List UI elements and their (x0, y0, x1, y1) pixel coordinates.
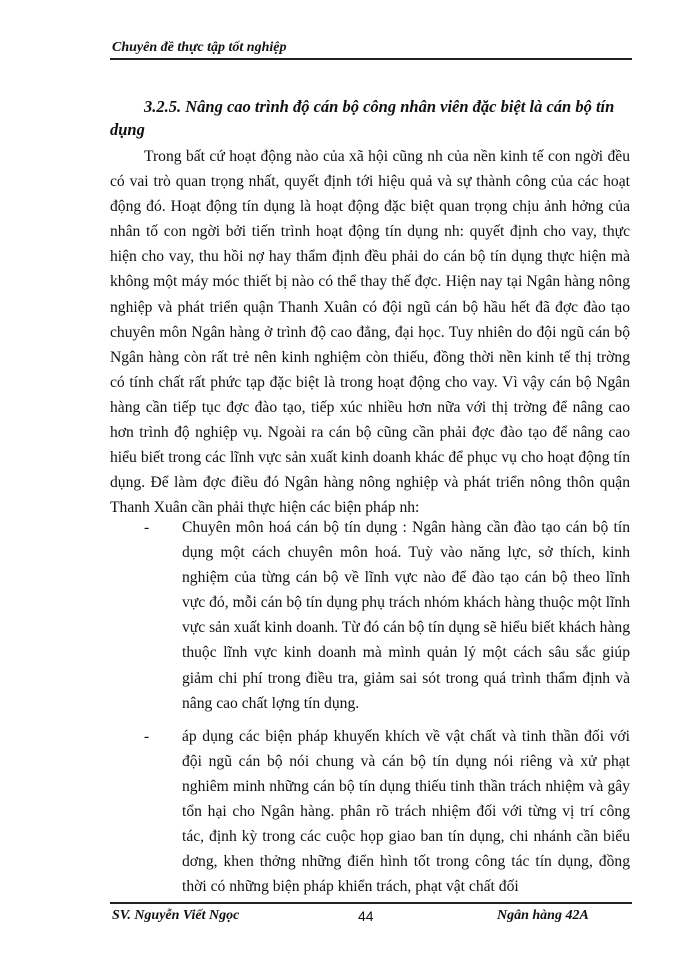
footer-divider (110, 902, 632, 904)
list-item (110, 724, 630, 900)
footer-class: Ngân hàng 42A (497, 908, 589, 923)
list-bullet-dash: - (144, 727, 150, 745)
header-divider (110, 58, 632, 60)
footer-author: SV. Nguyễn Viết Ngọc (112, 908, 240, 923)
page-number: 44 (358, 908, 374, 924)
list-item (110, 515, 630, 716)
body-paragraph: Trong bất cứ hoạt động nào của xã hội cũng nh của nền kinh tế con ngời đều có vai trò quan trọng nhất, quyết định tới hiệu quả và sự thành công của các hoạt động đó. Hoạt động tín dụng là hoạt động đặc biệt quan trọng chịu ảnh hởng của nhân tố con ngời bởi tiến trình hoạt động tín dụng nh: quyết định cho vay, thực hiện cho vay, thu hồi nợ hay thẩm định đều phải do cán bộ tín dụng thực hiện mà không một máy móc thiết bị nào có thể thay thế đợc. Hiện nay tại Ngân hàng nông nghiệp và phát triển quận Thanh Xuân có đội ngũ cán bộ hầu hết đã đợc đào tạo chuyên môn Ngân hàng ở trình độ cao đẳng, đại học. Tuy nhiên do đội ngũ cán bộ Ngân hàng còn rất trẻ nên kinh nghiệm còn thiếu, đồng thời nền kinh tế thị trờng có tính chất rất phức tạp đặc biệt là trong hoạt động cho vay. Vì vậy cán bộ Ngân hàng cần tiếp tục đợc đào tạo, tiếp xúc nhiều hơn nữa với thị trờng để nâng cao hơn trình độ nghiệp vụ. Ngoài ra cán bộ cũng cần phải đợc đào tạo để nâng cao hiểu biết trong các lĩnh vực sản xuất kinh doanh khác để phục vụ cho hoạt động tín dụng. Để làm đợc điều đó Ngân hàng nông nghiệp và phát triển nông thôn quận Thanh Xuân cần phải thực hiện các biện pháp nh: (110, 148, 630, 517)
list-bullet-dash: - (144, 519, 150, 536)
section-heading: 3.2.5. Nâng cao trình độ cán bộ công nhân viên đặc biệt là cán bộ tín dụng (110, 97, 615, 139)
measures-list (110, 515, 630, 899)
list-item-text: áp dụng các biện pháp khuyến khích về vật chất và tinh thần đối với đội ngũ cán bộ nói chung và cán bộ tín dụng nói riêng và xử phạt nghiêm minh những cán bộ tín dụng thiếu tinh thần trách nhiệm và gây tổn hại cho Ngân hàng. phân rõ trách nhiệm đối với từng vị trí công tác, định kỳ trong các cuộc họp giao ban tín dụng, chi nhánh cần biểu dơng, khen thởng những điển hình tốt trong công tác tín dụng, đồng thời có những biện pháp khiển trách, phạt vật chất đối (182, 727, 630, 896)
list-item-text: Chuyên môn hoá cán bộ tín dụng : Ngân hàng cần đào tạo cán bộ tín dụng một cách chuyên môn hoá. Tuỳ vào năng lực, sở thích, kinh nghiệm của từng cán bộ về lĩnh vực nào để đào tạo cán bộ theo lĩnh vực đó, mỗi cán bộ tín dụng phụ trách nhóm khách hàng thuộc một lĩnh vực sản xuất kinh doanh. Từ đó cán bộ tín dụng sẽ hiểu biết khách hàng thuộc lĩnh vực kinh doanh mà mình quản lý một cách sâu sắc giúp giảm chi phí trong điều tra, giảm sai sót trong quá trình thẩm định và nâng cao chất lợng tín dụng. (182, 519, 630, 712)
page-header-title: Chuyên đề thực tập tốt nghiệp (112, 40, 287, 55)
